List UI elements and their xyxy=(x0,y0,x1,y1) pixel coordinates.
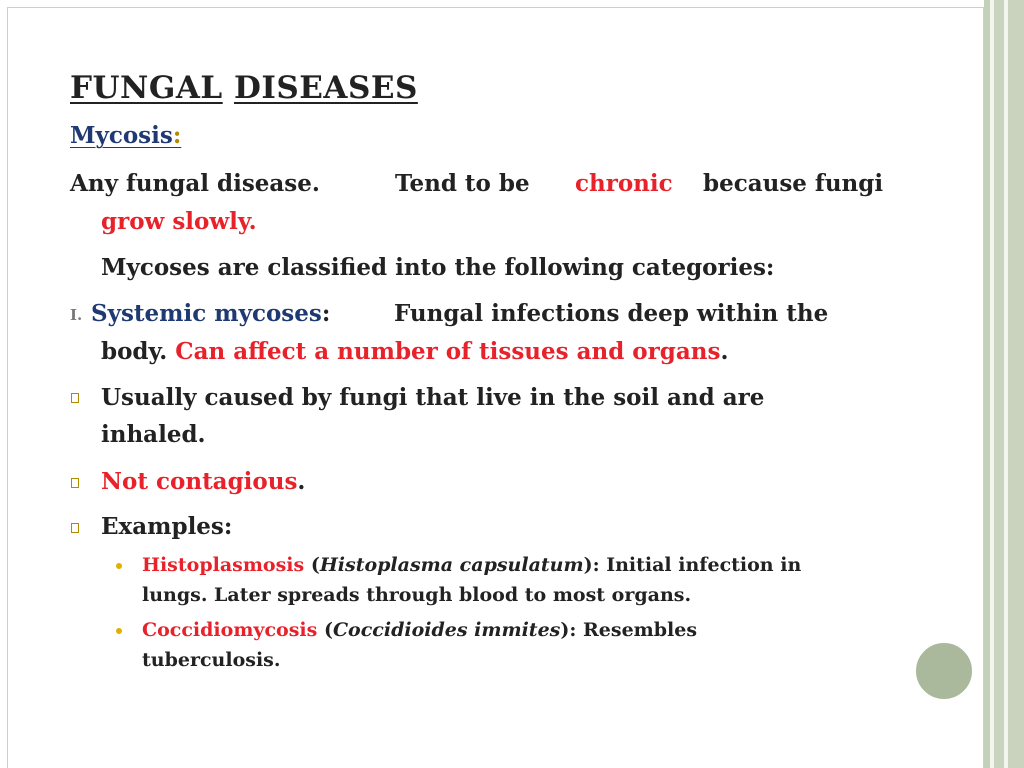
example-coccidiomycosis-line-2: tuberculosis. xyxy=(142,649,281,671)
bullet-box-icon xyxy=(71,393,79,403)
example-species: Histoplasma capsulatum xyxy=(319,554,584,576)
decorative-circle xyxy=(913,640,975,702)
example-histoplasmosis-line-2: lungs. Later spreads through blood to most organs. xyxy=(142,584,692,606)
bullet-dot-icon xyxy=(116,563,122,569)
slide-title xyxy=(70,70,418,106)
systemic-line-2: body. Can affect a number of tissues and organs. xyxy=(101,338,729,365)
caused-by-line-1: Usually caused by fungi that live in the soil and are xyxy=(101,384,765,411)
example-histoplasmosis-line-1: Histoplasmosis (Histoplasma capsulatum): Initial infection in xyxy=(142,554,802,576)
term-affect-tissues: Can affect a number of tissues and organs xyxy=(175,338,721,365)
bullet-dot-icon xyxy=(116,628,122,634)
term-not-contagious: Not contagious xyxy=(101,468,298,495)
roman-numeral-marker: I. xyxy=(70,306,83,324)
subheading-colon: : xyxy=(172,122,182,149)
examples-heading: Examples: xyxy=(101,513,233,540)
classification-intro: Mycoses are classified into the following categories: xyxy=(101,254,775,281)
example-species: Coccidioides immites xyxy=(332,619,561,641)
bullet-box-icon xyxy=(71,523,79,533)
example-name: Coccidiomycosis xyxy=(142,619,318,641)
subheading-mycosis xyxy=(70,122,181,149)
term-grow-slowly: grow slowly. xyxy=(101,208,257,235)
systemic-line-1: Systemic mycoses: Fungal infections deep within the xyxy=(91,300,829,327)
bullet-box-icon xyxy=(71,478,79,488)
example-name: Histoplasmosis xyxy=(142,554,305,576)
caused-by-line-2: inhaled. xyxy=(101,421,206,448)
decorative-side-bars xyxy=(984,0,1024,768)
term-systemic-mycoses: Systemic mycoses xyxy=(91,300,322,327)
not-contagious-line: Not contagious. xyxy=(101,468,306,495)
term-chronic: chronic xyxy=(575,170,673,197)
example-coccidiomycosis-line-1: Coccidiomycosis (Coccidioides immites): Resembles xyxy=(142,619,698,641)
title-word-diseases: DISEASES xyxy=(234,70,418,106)
subheading-text: Mycosis xyxy=(70,122,173,149)
definition-line-1: Any fungal disease. Tend to be chronic because fungi xyxy=(70,165,910,202)
title-word-fungal: FUNGAL xyxy=(70,70,223,106)
